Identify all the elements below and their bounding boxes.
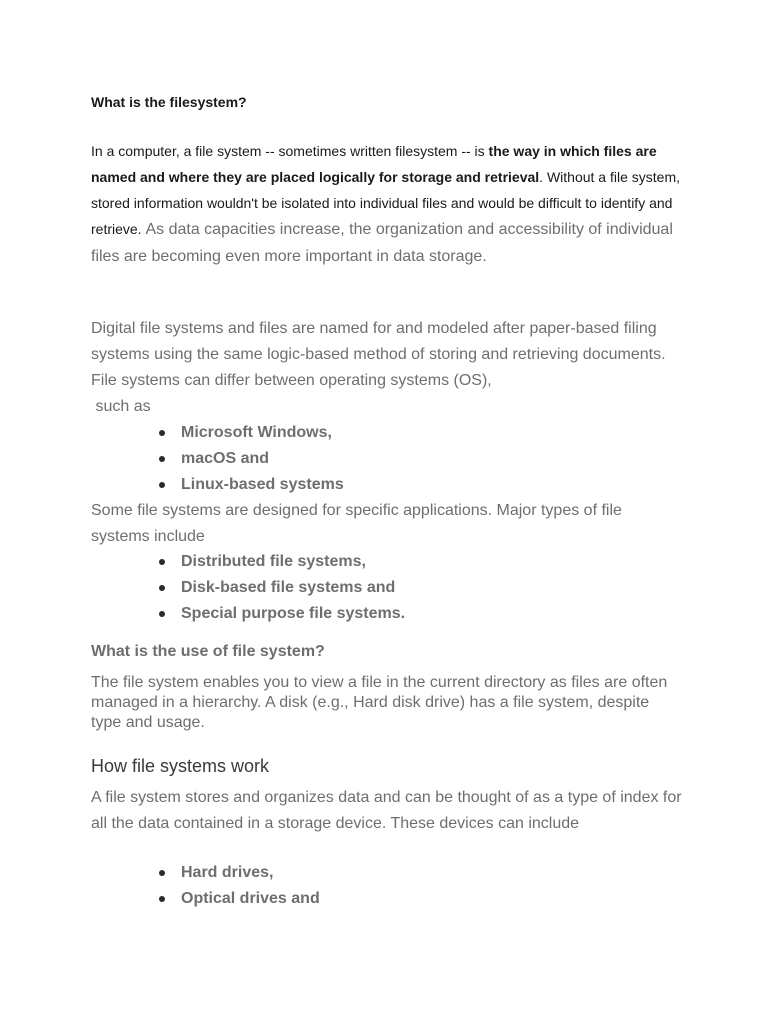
list-item-label: Hard drives, (181, 864, 274, 881)
os-list (157, 420, 344, 498)
list-item (157, 860, 320, 886)
list-item (157, 886, 320, 912)
list-item-label: Distributed file systems, (181, 553, 366, 570)
list-item (157, 472, 344, 498)
bullet-icon (159, 430, 165, 436)
heading-how-file-systems-work: How file systems work (91, 756, 270, 776)
file-system-types-list (157, 549, 405, 627)
list-item-label: Optical drives and (181, 890, 320, 907)
bullet-icon (159, 611, 165, 617)
list-item (157, 420, 344, 446)
list-item-label: Microsoft Windows, (181, 424, 332, 441)
list-item-label: Disk-based file systems and (181, 579, 396, 596)
intro-text: In a computer, a file system -- sometimes written filesystem -- is (91, 143, 489, 159)
list-item (157, 446, 344, 472)
how-file-systems-work-paragraph: A file system stores and organizes data and can be thought of as a type of index for all the data contained in a storage device. These devices can include (91, 789, 682, 832)
storage-devices-list (157, 860, 320, 912)
intro-paragraph (91, 138, 683, 270)
bullet-icon (159, 559, 165, 565)
bullet-icon (159, 456, 165, 462)
list-item-label: Special purpose file systems. (181, 605, 406, 622)
intro-bold-text: the way in which files are named and where they are placed logically for storage and retrieval (91, 143, 657, 185)
list-item-label: Linux-based systems (181, 476, 344, 493)
use-of-file-system-paragraph: The file system enables you to view a file in the current directory as files are often managed in a hierarchy. A disk (e.g., Hard disk drive) has a file system, despite type and usage. (91, 674, 668, 731)
bullet-icon (159, 870, 165, 876)
list-item (157, 549, 405, 575)
heading-what-is-filesystem: What is the filesystem? (91, 94, 247, 110)
file-system-types-paragraph: Some file systems are designed for specific applications. Major types of file systems include (91, 502, 622, 545)
bullet-icon (159, 585, 165, 591)
bullet-icon (159, 896, 165, 902)
digital-file-systems-paragraph: Digital file systems and files are named for and modeled after paper-based filing systems using the same logic-based method of storing and retrieving documents. File systems can differ between operating systems (OS), (91, 320, 666, 389)
list-item-label: macOS and (181, 450, 270, 467)
heading-use-of-file-system: What is the use of file system? (91, 643, 325, 660)
list-item (157, 575, 405, 601)
bullet-icon (159, 482, 165, 488)
intro-grey-text: As data capacities increase, the organization and accessibility of individual files are becoming even more important in data storage. (91, 221, 673, 265)
list-item (157, 601, 405, 627)
intro-text-continued: . Without a file system, stored information wouldn't be isolated into individual files and would be difficult to identify and retrieve. (91, 169, 680, 237)
such-as-text: such as (91, 398, 151, 415)
